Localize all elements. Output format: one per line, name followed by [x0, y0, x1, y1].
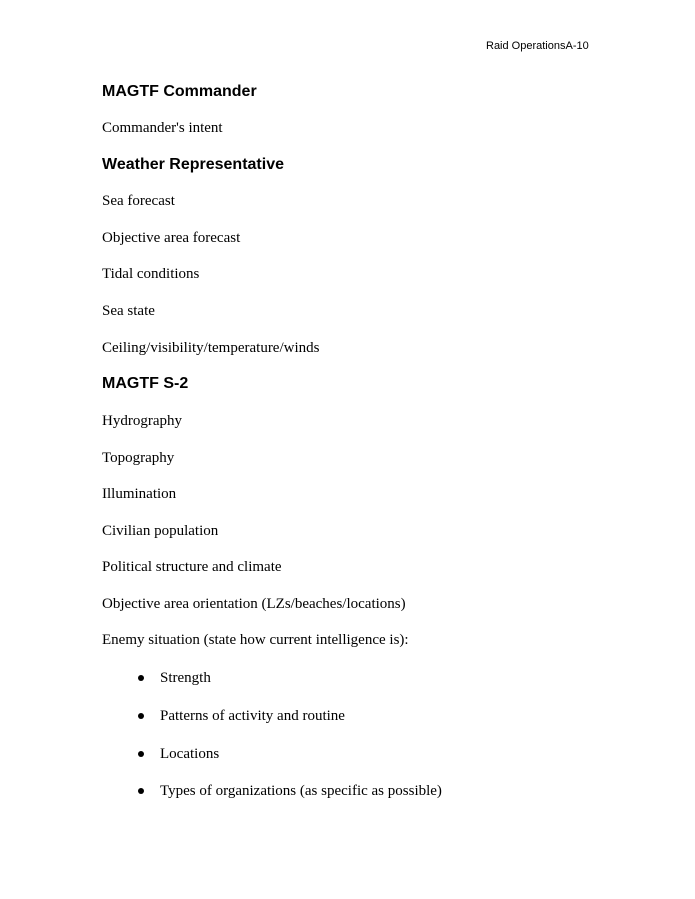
heading-magtf-commander: MAGTF Commander [102, 83, 257, 100]
text-line: Sea state [102, 303, 155, 319]
bullet-text: Locations [160, 746, 220, 762]
page-header: Raid OperationsA-10 [486, 40, 589, 52]
text-line: Topography [102, 450, 175, 466]
text-line: Illumination [102, 486, 177, 502]
bullet-text: Strength [160, 670, 211, 686]
text-line: Objective area orientation (LZs/beaches/locations) [102, 596, 406, 612]
text-line: Objective area forecast [102, 230, 241, 246]
bullet-icon [138, 713, 144, 719]
bullet-icon [138, 788, 144, 794]
text-line: Tidal conditions [102, 266, 200, 282]
text-line: Enemy situation (state how current intelligence is): [102, 632, 409, 648]
text-line: Hydrography [102, 413, 182, 429]
text-line: Ceiling/visibility/temperature/winds [102, 340, 320, 356]
text-line: Civilian population [102, 523, 219, 539]
bullet-icon [138, 751, 144, 757]
text-line: Sea forecast [102, 193, 175, 209]
bullet-text: Patterns of activity and routine [160, 708, 345, 724]
text-line: Commander's intent [102, 120, 223, 136]
bullet-text: Types of organizations (as specific as possible) [160, 783, 442, 799]
text-line: Political structure and climate [102, 559, 282, 575]
heading-magtf-s2: MAGTF S-2 [102, 375, 189, 392]
bullet-icon [138, 675, 144, 681]
heading-weather-representative: Weather Representative [102, 156, 284, 173]
